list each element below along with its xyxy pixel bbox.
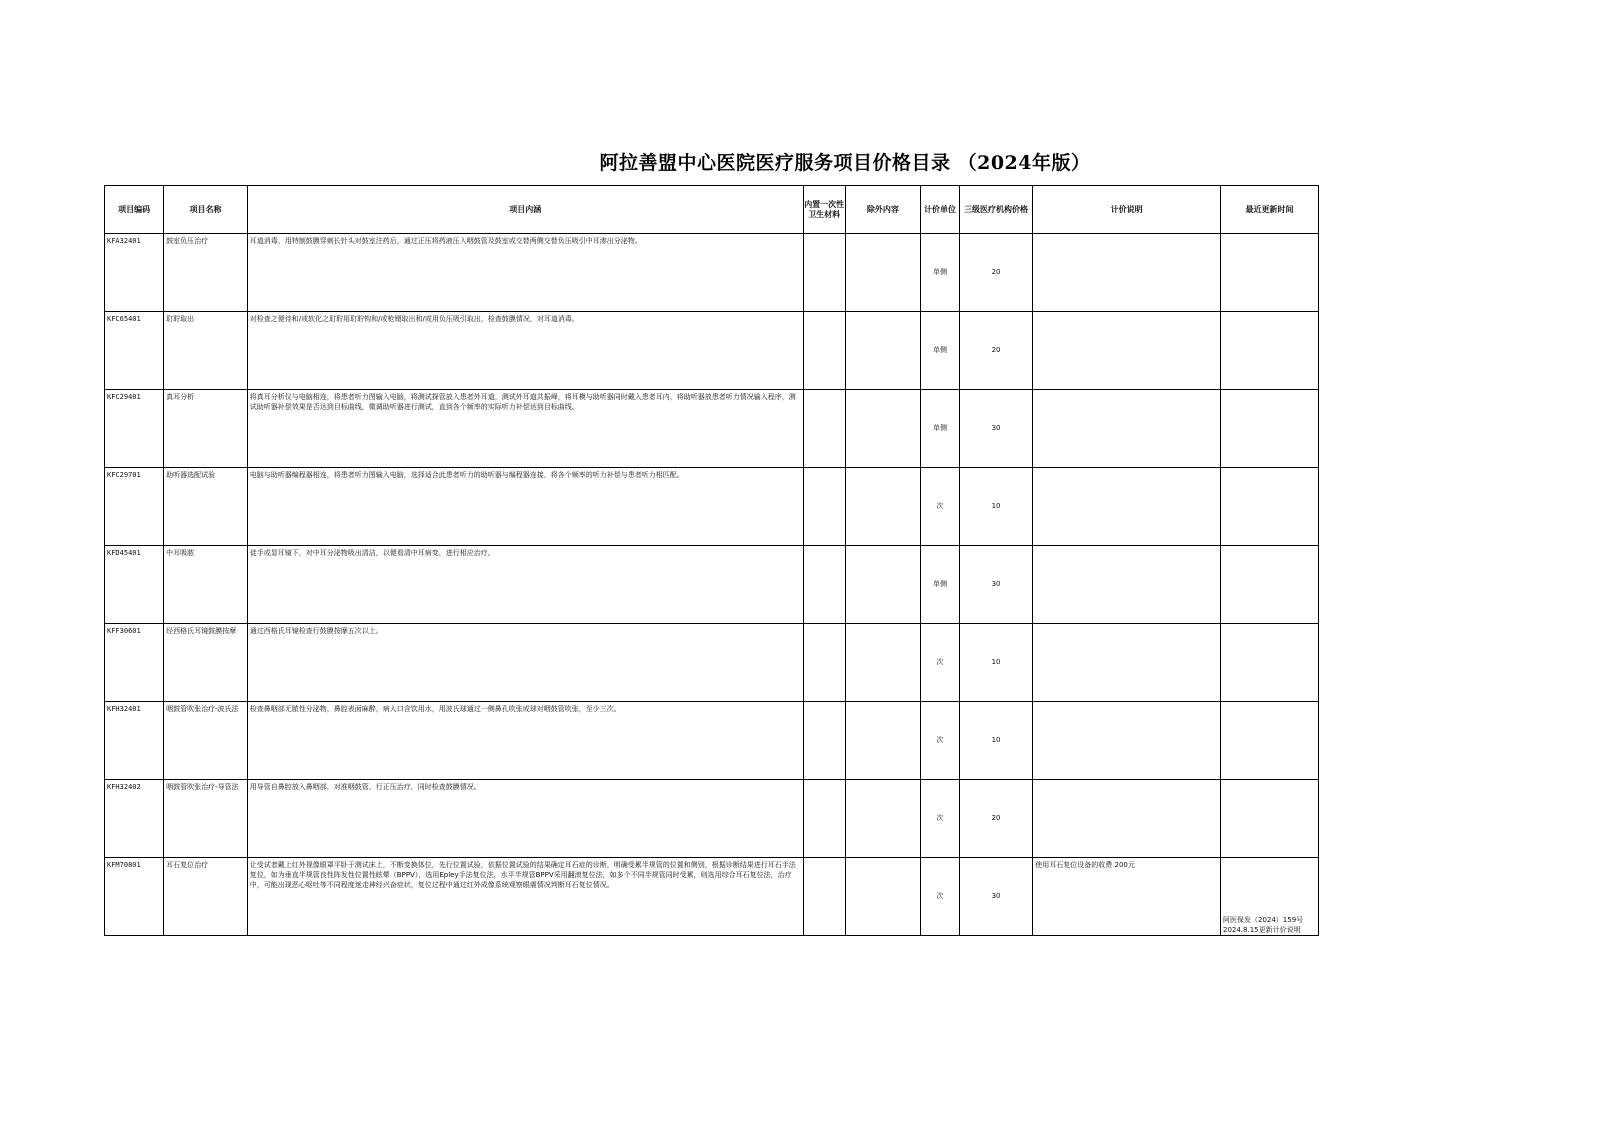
item-unit: 次	[921, 468, 960, 546]
item-content: 耳道消毒，用特制鼓膜穿刺长针头对鼓室注药后，通过正压将药液压入咽鼓管及鼓室或交替两侧交替负压吸引中耳渗出分泌物。	[247, 234, 803, 312]
page-title: 阿拉善盟中心医院医疗服务项目价格目录 （2024年版）	[599, 152, 1091, 174]
item-note	[1033, 546, 1221, 624]
item-content: 让受试者戴上红外视像眼罩平卧于测试床上，不断变换体位，先行位置试验，依据位置试验的结果确定耳石症的诊断，明确受累半规管的位置和侧别，根据诊断结果进行耳石手法复位，如为垂直半规管良性阵发性位置性眩晕（BPPV），选用Epley手法复位法，水平半规管BPPV采用翻滚复位法，如多个不同半规管同时受累，则选用综合耳石复位法，治疗中，可能出现恶心呕吐等不同程度迷走神经兴奋症状，复位过程中通过红外成像系统观察眼震情况判断耳石复位情况。	[247, 858, 803, 936]
table-row	[105, 624, 1319, 702]
item-unit: 单侧	[921, 546, 960, 624]
item-unit: 单侧	[921, 390, 960, 468]
col-header-exclusion: 除外内容	[845, 186, 920, 234]
table-row	[105, 468, 1319, 546]
item-exclusion	[845, 468, 920, 546]
item-content: 电脑与助听器编程器相连，将患者听力图输入电脑，选择适合此患者听力的助听器与编程器连接，将各个频率的听力补偿与患者听力相匹配。	[247, 468, 803, 546]
item-name: 鼓室负压治疗	[164, 234, 248, 312]
item-price: 30	[959, 858, 1032, 936]
item-price: 10	[959, 702, 1032, 780]
item-name: 助听器选配试验	[164, 468, 248, 546]
item-unit: 次	[921, 624, 960, 702]
item-code: KFC29701	[105, 468, 164, 546]
item-code: KFH32402	[105, 780, 164, 858]
item-content: 用导管自鼻腔放入鼻咽部，对准咽鼓管，行正压治疗，同时检查鼓膜情况。	[247, 780, 803, 858]
item-updated	[1220, 312, 1318, 390]
item-content: 对检查之便待和/或软化之耵聍用耵聍钩和/或枪镊取出和/或用负压吸引取出，检查鼓膜情况，对耳道消毒。	[247, 312, 803, 390]
item-price: 20	[959, 780, 1032, 858]
table-row	[105, 234, 1319, 312]
item-note: 使用耳石复位设备的收费 200元	[1033, 858, 1221, 936]
item-content: 通过西格氏耳镜检查行鼓膜按摩五次以上。	[247, 624, 803, 702]
item-name: 中耳吸脓	[164, 546, 248, 624]
item-note	[1033, 624, 1221, 702]
item-content: 将真耳分析仪与电脑相连，将患者听力图输入电脑，将测试探管放入患者外耳道，测试外耳道共振峰，将耳模与助听器同时戴入患者耳内，将助听器放患者听力情况输入程序，测试助听器补偿效果是否达到目标曲线，微调助听器进行测试，直到各个频率的实际听力补偿达到目标曲线。	[247, 390, 803, 468]
item-unit: 次	[921, 858, 960, 936]
item-material	[803, 624, 845, 702]
item-code: KFC29401	[105, 390, 164, 468]
item-price: 20	[959, 312, 1032, 390]
item-note	[1033, 234, 1221, 312]
item-name: 真耳分析	[164, 390, 248, 468]
item-exclusion	[845, 390, 920, 468]
item-content: 检查鼻咽部无脓性分泌物，鼻腔表面麻醉，病人口含饮用水，用波氏球通过一侧鼻孔吹张或球对咽鼓管吹张，至少三次。	[247, 702, 803, 780]
item-updated	[1220, 702, 1318, 780]
item-code: KFA32401	[105, 234, 164, 312]
item-updated	[1220, 546, 1318, 624]
item-unit: 次	[921, 780, 960, 858]
item-updated	[1220, 390, 1318, 468]
table-row	[105, 390, 1319, 468]
table-header-row	[105, 186, 1319, 234]
item-note	[1033, 390, 1221, 468]
item-code: KFM70801	[105, 858, 164, 936]
item-price: 20	[959, 234, 1032, 312]
col-header-material: 内置一次性卫生材料	[803, 186, 845, 234]
item-price: 30	[959, 390, 1032, 468]
col-header-note: 计价说明	[1033, 186, 1221, 234]
item-exclusion	[845, 702, 920, 780]
item-code: KFF30601	[105, 624, 164, 702]
item-material	[803, 390, 845, 468]
item-price: 10	[959, 624, 1032, 702]
price-table	[104, 185, 1319, 936]
item-exclusion	[845, 858, 920, 936]
table-row	[105, 312, 1319, 390]
item-note	[1033, 312, 1221, 390]
item-unit: 次	[921, 702, 960, 780]
item-code: KFH32401	[105, 702, 164, 780]
item-exclusion	[845, 234, 920, 312]
col-header-code: 项目编码	[105, 186, 164, 234]
item-content: 徒手或显耳镜下，对中耳分泌物吸出清洁，以便看清中耳病变，进行相应治疗。	[247, 546, 803, 624]
item-updated	[1220, 234, 1318, 312]
item-material	[803, 312, 845, 390]
item-price: 10	[959, 468, 1032, 546]
item-name: 耳石复位治疗	[164, 858, 248, 936]
col-header-updated: 最近更新时间	[1220, 186, 1318, 234]
item-exclusion	[845, 624, 920, 702]
item-name: 咽鼓管吹张治疗-导管法	[164, 780, 248, 858]
item-updated	[1220, 468, 1318, 546]
item-material	[803, 780, 845, 858]
item-exclusion	[845, 546, 920, 624]
item-price: 30	[959, 546, 1032, 624]
table-row	[105, 780, 1319, 858]
item-note	[1033, 468, 1221, 546]
item-code: KFC65401	[105, 312, 164, 390]
item-material	[803, 858, 845, 936]
item-updated	[1220, 780, 1318, 858]
table-row	[105, 858, 1319, 936]
item-name: 经西格氏耳镜鼓膜按摩	[164, 624, 248, 702]
col-header-name: 项目名称	[164, 186, 248, 234]
table-row	[105, 546, 1319, 624]
item-unit: 单侧	[921, 234, 960, 312]
item-code: KFD45401	[105, 546, 164, 624]
table-row	[105, 702, 1319, 780]
item-name: 耵聍取出	[164, 312, 248, 390]
item-material	[803, 702, 845, 780]
item-material	[803, 546, 845, 624]
item-updated: 阿医保发（2024）159号 2024.8.15更新计价说明	[1220, 858, 1318, 936]
col-header-unit: 计价单位	[921, 186, 960, 234]
item-unit: 单侧	[921, 312, 960, 390]
item-name: 咽鼓管吹张治疗-波氏法	[164, 702, 248, 780]
col-header-price: 三级医疗机构价格	[959, 186, 1032, 234]
item-note	[1033, 780, 1221, 858]
item-material	[803, 234, 845, 312]
item-exclusion	[845, 780, 920, 858]
col-header-content: 项目内涵	[247, 186, 803, 234]
item-exclusion	[845, 312, 920, 390]
item-updated	[1220, 624, 1318, 702]
item-material	[803, 468, 845, 546]
item-note	[1033, 702, 1221, 780]
